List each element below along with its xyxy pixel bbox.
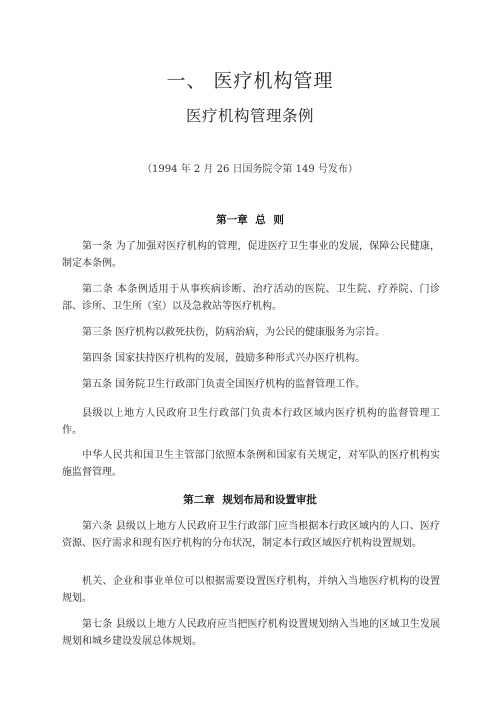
document-title: 医疗机构管理条例 (185, 107, 314, 125)
article-5-paragraph: 第五条 国务院卫生行政部门负责全国医疗机构的监督管理工作。 (82, 379, 366, 390)
promulgation-note: （1994 年 2 月 26 日国务院令第 149 号发布） (142, 164, 358, 175)
institutions-planning-paragraph: 机关、企业和事业单位可以根据需要设置医疗机构，并纳入当地医疗机构的设置规划。 (62, 576, 440, 604)
military-supervision-paragraph: 中华人民共和国卫生主管部门依照本条例和国家有关规定，对军队的医疗机构实施监督管理。 (62, 450, 440, 478)
local-supervision-paragraph: 县级以上地方人民政府卫生行政部门负责本行政区域内医疗机构的监督管理工作。 (62, 408, 440, 436)
chapter-1-heading: 第一章 总 则 (216, 214, 284, 226)
chapter-2-heading: 第二章 规划布局和设置审批 (183, 494, 317, 506)
article-4-paragraph: 第四条 国家扶持医疗机构的发展，鼓励多种形式兴办医疗机构。 (82, 353, 366, 364)
article-6-paragraph: 第六条 县级以上地方人民政府卫生行政部门应当根据本行政区域内的人口、医疗资源、医疗需求和现有医疗机构的分布状况，制定本行政区域医疗机构设置规划。 (62, 521, 440, 549)
article-7-paragraph: 第七条 县级以上地方人民政府应当把医疗机构设置规划纳入当地的区域卫生发展规划和城乡建设发展总体规划。 (62, 619, 440, 647)
article-2-paragraph: 第二条 本条例适用于从事疾病诊断、治疗活动的医院、卫生院、疗养院、门诊部、诊所、卫生所（室）以及急救站等医疗机构。 (62, 284, 440, 312)
article-3-paragraph: 第三条 医疗机构以救死扶伤，防病治病，为公民的健康服务为宗旨。 (82, 327, 386, 338)
article-1-paragraph: 第一条 为了加强对医疗机构的管理，促进医疗卫生事业的发展，保障公民健康，制定本条例。 (62, 241, 440, 269)
part-title: 一、 医疗机构管理 (166, 70, 334, 92)
